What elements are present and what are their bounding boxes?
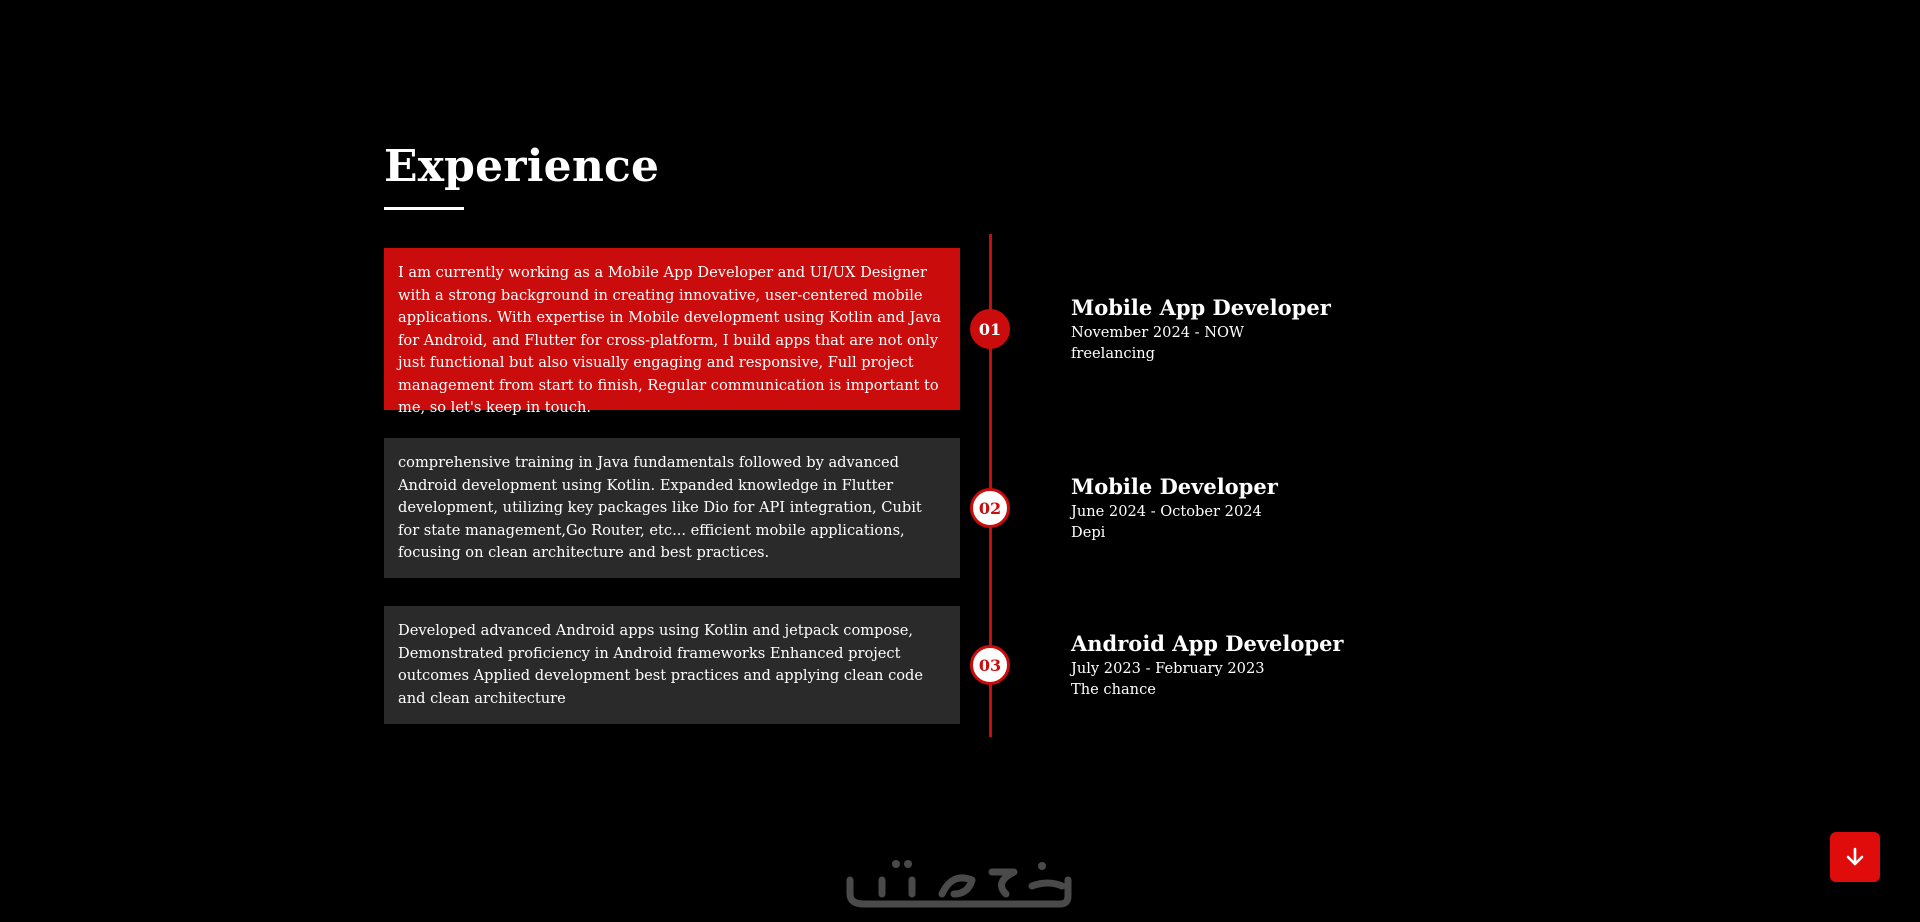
timeline-marker-2[interactable]: 02	[970, 488, 1010, 528]
role-company: freelancing	[1071, 345, 1155, 362]
role-date: July 2023 - February 2023	[1071, 660, 1265, 677]
role-date: June 2024 - October 2024	[1071, 503, 1262, 520]
role-title: Android App Developer	[1071, 631, 1344, 656]
arrow-down-icon	[1844, 846, 1866, 868]
role-company: Depi	[1071, 524, 1106, 541]
experience-card-1-description: I am currently working as a Mobile App Developer and UI/UX Designer with a strong background in creating innovative, user-centered mobile applications. With expertise in Mobile development using Kotlin and Java for Android, and Flutter for cross-platform, I build apps that are not only just functional but also visually engaging and responsive, Full project management from start to finish, Regular communication is important to me, so let's keep in touch.	[384, 248, 960, 410]
experience-role-1	[1071, 294, 1471, 364]
timeline-marker-1[interactable]: 01	[970, 309, 1010, 349]
experience-card-3-description: Developed advanced Android apps using Kotlin and jetpack compose, Demonstrated proficiency in Android frameworks Enhanced project outcomes Applied development best practices and applying clean code and clean architecture	[384, 606, 960, 724]
role-title: Mobile Developer	[1071, 474, 1278, 499]
section-title: Experience	[384, 141, 660, 192]
experience-card-2-description: comprehensive training in Java fundamentals followed by advanced Android development using Kotlin. Expanded knowledge in Flutter development, utilizing key packages like Dio for API integration, Cubit for state management,Go Router, etc... efficient mobile applications, focusing on clean architecture and best practices.	[384, 438, 960, 578]
timeline-marker-3[interactable]: 03	[970, 645, 1010, 685]
role-date: November 2024 - NOW	[1071, 324, 1244, 341]
role-title: Mobile App Developer	[1071, 295, 1331, 320]
scroll-down-button[interactable]	[1830, 832, 1880, 882]
title-underline	[384, 207, 464, 210]
experience-role-2	[1071, 473, 1471, 543]
role-company: The chance	[1071, 681, 1156, 698]
experience-role-3	[1071, 630, 1471, 700]
khamsat-logo-icon	[842, 852, 1078, 912]
